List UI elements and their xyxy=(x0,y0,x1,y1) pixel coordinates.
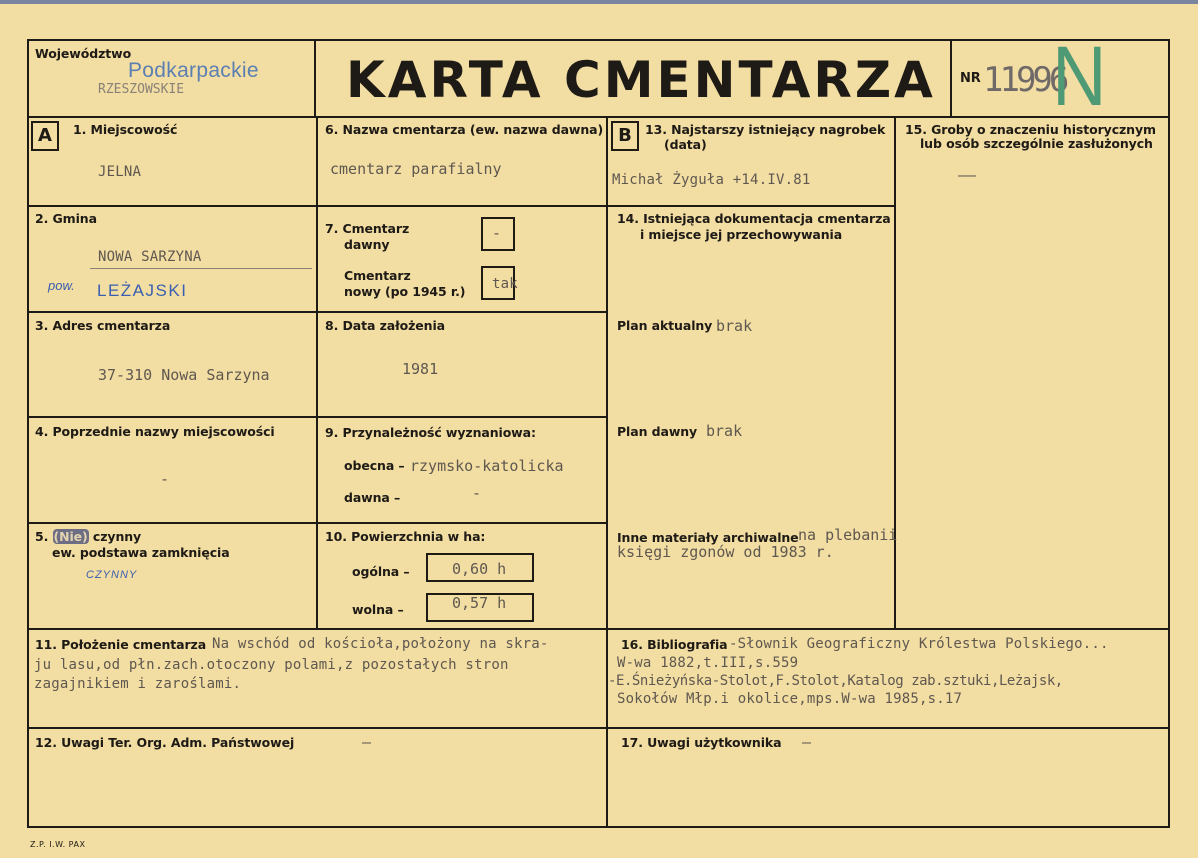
field-11-label: 11. Położenie cmentarza xyxy=(35,637,207,652)
field-7-label-a2: dawny xyxy=(344,237,390,252)
field-15-label-line2: lub osób szczególnie zasłużonych xyxy=(920,136,1153,151)
field-3-label: 3. Adres cmentarza xyxy=(35,318,171,333)
field-1-label: 1. Miejscowość xyxy=(73,122,178,137)
field-7-value-dawny: - xyxy=(492,224,502,242)
field-12-value: — xyxy=(362,733,372,751)
divider xyxy=(316,522,606,524)
inne-materialy-value-1: na plebanii xyxy=(798,526,898,544)
field-11-line-1: Na wschód od kościoła,położony na skra- xyxy=(212,636,549,652)
nr-label: NR xyxy=(960,71,981,86)
wojewodztwo-typed: RZESZOWSKIE xyxy=(98,82,185,97)
divider xyxy=(27,416,316,418)
field-5-label-struck: (Nie) xyxy=(53,529,88,544)
field-10-ogolna-label: ogólna – xyxy=(352,564,410,579)
plan-dawny-label: Plan dawny xyxy=(617,424,698,439)
field-13-label: 13. Najstarszy istniejący nagrobek xyxy=(645,122,886,137)
field-8-label: 8. Data założenia xyxy=(325,318,445,333)
field-2-underline xyxy=(90,268,312,269)
field-5-label-line2: ew. podstawa zamknięcia xyxy=(52,545,230,560)
field-11-line-2: ju lasu,od płn.zach.otoczony polami,z pozostałych stron xyxy=(34,657,509,673)
field-7-value-nowy: tak xyxy=(492,276,518,292)
field-16-label: 16. Bibliografia xyxy=(621,637,728,652)
field-16-line-1: -Słownik Geograficzny Królestwa Polskiego... xyxy=(729,636,1109,652)
wojewodztwo-stamp: Podkarpackie xyxy=(128,59,259,82)
pow-value: LEŻAJSKI xyxy=(97,281,188,300)
field-5-value: CZYNNY xyxy=(86,569,138,581)
plan-dawny-value: brak xyxy=(706,422,743,440)
wojewodztwo-label: Województwo xyxy=(35,46,132,61)
field-7-label-a1: 7. Cmentarz xyxy=(325,221,410,236)
field-16-line-4: Sokołów Młp.i okolice,mps.W-wa 1985,s.17 xyxy=(617,691,963,707)
field-6-label: 6. Nazwa cmentarza (ew. nazwa dawna) xyxy=(325,122,604,137)
divider xyxy=(27,522,316,524)
field-7-label-b2: nowy (po 1945 r.) xyxy=(344,284,466,299)
divider xyxy=(27,628,1170,630)
divider xyxy=(950,39,952,118)
field-1-value: JELNA xyxy=(98,164,142,180)
card-top-edge xyxy=(0,0,1198,4)
pow-label: pow. xyxy=(48,278,75,293)
divider xyxy=(27,727,1170,729)
field-5-label-rest: czynny xyxy=(88,529,142,544)
inne-materialy-label: Inne materiały archiwalne xyxy=(617,530,799,545)
nr-value: 11996 xyxy=(983,60,1066,100)
field-9-obecna-value: rzymsko-katolicka xyxy=(410,457,564,475)
field-9-label: 9. Przynależność wyznaniowa: xyxy=(325,425,536,440)
field-10-wolna-value: 0,57 h xyxy=(452,594,507,612)
field-10-wolna-label: wolna – xyxy=(352,602,404,617)
field-2-label: 2. Gmina xyxy=(35,211,97,226)
field-14-label: 14. Istniejąca dokumentacja cmentarza xyxy=(617,211,891,226)
field-5-label xyxy=(35,529,141,544)
field-13-label-date: (data) xyxy=(664,137,707,152)
nr-letter-stamp: N xyxy=(1052,29,1107,123)
divider xyxy=(27,205,316,207)
field-6-value: cmentarz parafialny xyxy=(330,160,502,178)
field-10-ogolna-value: 0,60 h xyxy=(452,560,507,578)
field-15-label: 15. Groby o znaczeniu historycznym xyxy=(905,122,1156,137)
plan-aktualny-label: Plan aktualny xyxy=(617,318,713,333)
field-8-value: 1981 xyxy=(402,360,439,378)
divider xyxy=(606,116,608,828)
divider xyxy=(316,116,318,630)
field-17-value: — xyxy=(802,733,812,751)
field-16-line-2: W-wa 1882,t.III,s.559 xyxy=(617,655,799,671)
field-11-line-3: zagajnikiem i zaroślami. xyxy=(34,676,242,692)
inne-materialy-value-2: księgi zgonów od 1983 r. xyxy=(617,543,834,561)
field-3-value: 37-310 Nowa Sarzyna xyxy=(98,366,270,384)
printer-footer: Z.P. I.W. PAX xyxy=(30,840,86,849)
field-12-label: 12. Uwagi Ter. Org. Adm. Państwowej xyxy=(35,735,295,750)
field-9-dawna-value: - xyxy=(472,484,482,502)
field-17-label: 17. Uwagi użytkownika xyxy=(621,735,782,750)
divider xyxy=(606,205,894,207)
divider xyxy=(316,416,606,418)
divider xyxy=(314,39,316,118)
field-9-obecna-label: obecna – xyxy=(344,458,405,473)
field-14-label-line2: i miejsce jej przechowywania xyxy=(640,227,843,242)
divider xyxy=(27,116,1170,118)
field-4-label: 4. Poprzednie nazwy miejscowości xyxy=(35,424,275,439)
field-7-label-b1: Cmentarz xyxy=(344,268,411,283)
section-b-marker: B xyxy=(611,121,639,151)
field-9-dawna-label: dawna – xyxy=(344,490,401,505)
card-title: KARTA CMENTARZA xyxy=(346,51,936,109)
divider xyxy=(894,116,896,630)
plan-aktualny-value: brak xyxy=(716,317,753,335)
divider xyxy=(316,205,606,207)
divider xyxy=(316,311,606,313)
field-16-line-3: -E.Śnieżyńska-Stolot,F.Stolot,Katalog zab.sztuki,Leżajsk, xyxy=(608,673,1063,689)
field-15-value: —— xyxy=(958,166,977,184)
field-5-label-prefix: 5. xyxy=(35,529,53,544)
field-2-value: NOWA SARZYNA xyxy=(98,249,202,265)
field-4-value: - xyxy=(160,470,170,488)
field-13-value: Michał Żyguła +14.IV.81 xyxy=(612,172,811,188)
section-a-marker: A xyxy=(31,121,59,151)
divider xyxy=(27,311,316,313)
field-10-label: 10. Powierzchnia w ha: xyxy=(325,529,486,544)
